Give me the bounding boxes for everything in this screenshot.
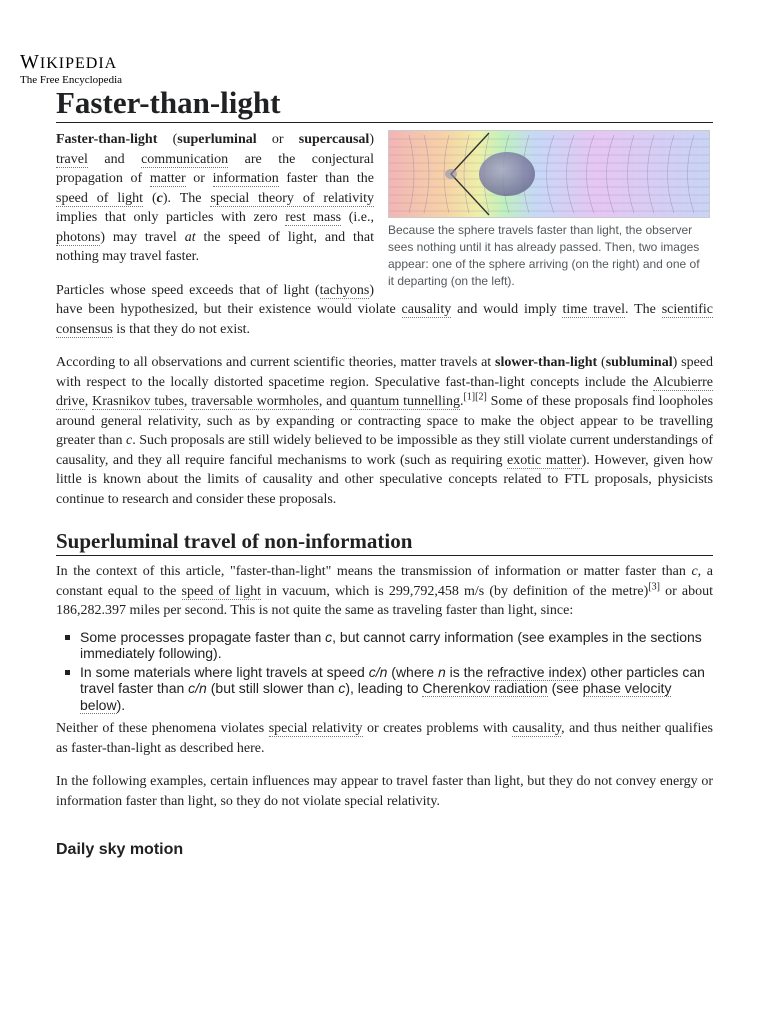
text: ) other particles can travel faster than — [80, 663, 705, 696]
italic-text: at — [184, 229, 196, 245]
italic-text: c — [338, 680, 346, 696]
link-rest-mass[interactable]: rest mass — [285, 210, 342, 225]
link-exotic-matter[interactable]: exotic matter — [507, 452, 582, 468]
symbol-c: c — [691, 564, 698, 579]
text: According to all observations and current scientific theories, matter travels at — [56, 355, 496, 370]
logo-tagline: The Free Encyclopedia — [20, 74, 123, 86]
link-krasnikov-tubes[interactable]: Krasnikov tubes — [92, 394, 184, 409]
italic-text: n — [437, 663, 446, 680]
bold-term: subluminal — [605, 355, 673, 370]
link-causality[interactable]: causality — [401, 302, 452, 317]
section-heading-superluminal: Superluminal travel of non-information — [56, 527, 713, 556]
text: . The — [625, 302, 662, 317]
text: in vacuum, which is 299,792,458 m/s (by definition of the metre) — [260, 583, 649, 599]
text: the speed of light, and that nothing may travel faster. — [56, 229, 374, 264]
text: (i.e., — [341, 210, 374, 225]
text: ) speed with respect to the locally distorted spacetime region. Speculative fast-than-light concepts include the — [56, 355, 713, 390]
subsection-heading-daily-sky-motion: Daily sky motion — [56, 841, 184, 858]
text: Particles whose speed exceeds that of light ( — [56, 282, 320, 298]
text: , — [183, 394, 192, 409]
bold-term: supercausal — [298, 132, 370, 147]
link-quantum-tunnelling[interactable]: quantum tunnelling — [350, 394, 460, 409]
text: faster than the — [278, 171, 374, 186]
text: are the conjectural propagation of — [56, 151, 374, 186]
text: ( — [143, 190, 157, 206]
paragraph-context — [56, 562, 713, 621]
figure-caption: Because the sphere travels faster than light, the observer sees nothing until it has already passed. Then, two images appear: one of the sphere arriving (on the right) and one of it departing (on the left). — [388, 223, 700, 288]
faster-than-light-sphere-image[interactable] — [388, 130, 710, 218]
bold-term: slower-than-light — [495, 355, 598, 370]
link-alcubierre-drive[interactable]: Alcubierre drive — [56, 374, 713, 409]
list-item — [80, 664, 713, 714]
text: and would imply — [451, 302, 563, 317]
link-photons[interactable]: photons — [56, 229, 101, 245]
logo-wordmark: WIKIPEDIA — [20, 51, 118, 73]
text: ( — [597, 355, 606, 370]
link-traversable-wormholes[interactable]: traversable wormholes — [191, 394, 319, 409]
page-title: Faster-than-light — [56, 84, 713, 123]
text: In the context of this article, "faster-than-light" means the transmission of information or matter faster than — [56, 564, 692, 579]
text: ). — [116, 696, 126, 713]
link-phase-velocity[interactable]: phase velocity below — [80, 680, 672, 713]
text: , and — [318, 394, 351, 409]
link-causality-2[interactable]: causality — [512, 721, 562, 736]
symbol-c: c — [126, 433, 133, 448]
text: . Such proposals are still widely believed to be impossible as they still violate current understandings of causality, and they all require fanciful mechanisms to work (such as requiring — [56, 433, 713, 468]
link-scientific-consensus[interactable]: scientific consensus — [56, 302, 713, 337]
paragraph-examples: In the following examples, certain influences may appear to travel faster than light, but they do not convey energy or information faster than light, so they do not violate special relativity. — [56, 774, 713, 809]
link-special-relativity-2[interactable]: special relativity — [268, 721, 363, 736]
link-special-relativity[interactable]: special theory of relativity — [210, 190, 374, 206]
link-information[interactable]: information — [212, 171, 279, 186]
text: or — [256, 132, 299, 147]
text: ( — [157, 132, 178, 147]
text: or — [185, 171, 213, 186]
list-item — [80, 629, 713, 662]
bold-term: superluminal — [177, 132, 257, 147]
text: (see — [547, 680, 583, 696]
text: ) have been hypothesized, but their existence would violate — [56, 282, 402, 317]
link-speed-of-light-2[interactable]: speed of light — [181, 583, 261, 599]
text: , and thus neither qualifies as faster-than-light as described here. — [56, 721, 714, 756]
text: , — [84, 394, 93, 409]
text: In some materials where light travels at speed — [80, 663, 369, 680]
italic-text: c/n — [188, 680, 207, 696]
symbol-c: c — [325, 628, 333, 645]
text: ) may travel — [100, 229, 185, 245]
wikipedia-logo[interactable] — [20, 52, 122, 86]
bold-term: Faster-than-light — [56, 132, 158, 147]
link-speed-of-light[interactable]: speed of light — [56, 190, 144, 206]
link-travel[interactable]: travel — [56, 151, 88, 167]
link-time-travel[interactable]: time travel — [562, 302, 626, 317]
text: Some of these proposals find loopholes around general relativity, such as by expanding or contracting space to make the object appear to be travelling greater than — [56, 394, 714, 448]
text: . — [459, 394, 464, 409]
symbol-c: c — [156, 190, 163, 206]
text: is the — [445, 663, 488, 680]
link-refractive-index[interactable]: refractive index — [487, 663, 582, 680]
text: , but cannot carry information (see examples in the sections immediately following). — [80, 628, 702, 661]
link-matter[interactable]: matter — [149, 171, 186, 186]
text: ), leading to — [345, 680, 423, 696]
text: (but still slower than — [206, 680, 339, 696]
italic-text: c/n — [368, 663, 388, 680]
paragraph-observations — [56, 353, 713, 509]
article-body — [56, 130, 713, 861]
link-cherenkov-radiation[interactable]: Cherenkov radiation — [422, 680, 548, 696]
bullet-list — [56, 629, 713, 714]
text: implies that only particles with zero — [56, 210, 286, 225]
text: Some processes propagate faster than — [80, 628, 326, 645]
paragraph-neither — [56, 719, 713, 758]
figure — [388, 130, 713, 290]
text: , a constant equal to the — [56, 564, 713, 599]
text: ) — [369, 132, 374, 147]
reference-link[interactable]: [1][2] — [463, 391, 487, 403]
text: or creates problems with — [362, 721, 513, 736]
text: Neither of these phenomena violates — [56, 721, 269, 736]
text: ). However, given how little is known about the limits of causality and other speculative concepts related to FTL proposals, physicists continue to research and consider these proposals. — [56, 452, 713, 507]
reference-link[interactable]: [3] — [648, 580, 660, 592]
link-communication[interactable]: communication — [141, 151, 229, 167]
text: and — [87, 151, 142, 167]
text: or about 186,282.397 miles per second. This is not quite the same as traveling faster than light, since: — [56, 583, 713, 618]
text: ). The — [162, 190, 211, 206]
text: (where — [387, 663, 438, 680]
link-tachyons[interactable]: tachyons — [319, 282, 370, 298]
text: is that they do not exist. — [112, 321, 251, 337]
